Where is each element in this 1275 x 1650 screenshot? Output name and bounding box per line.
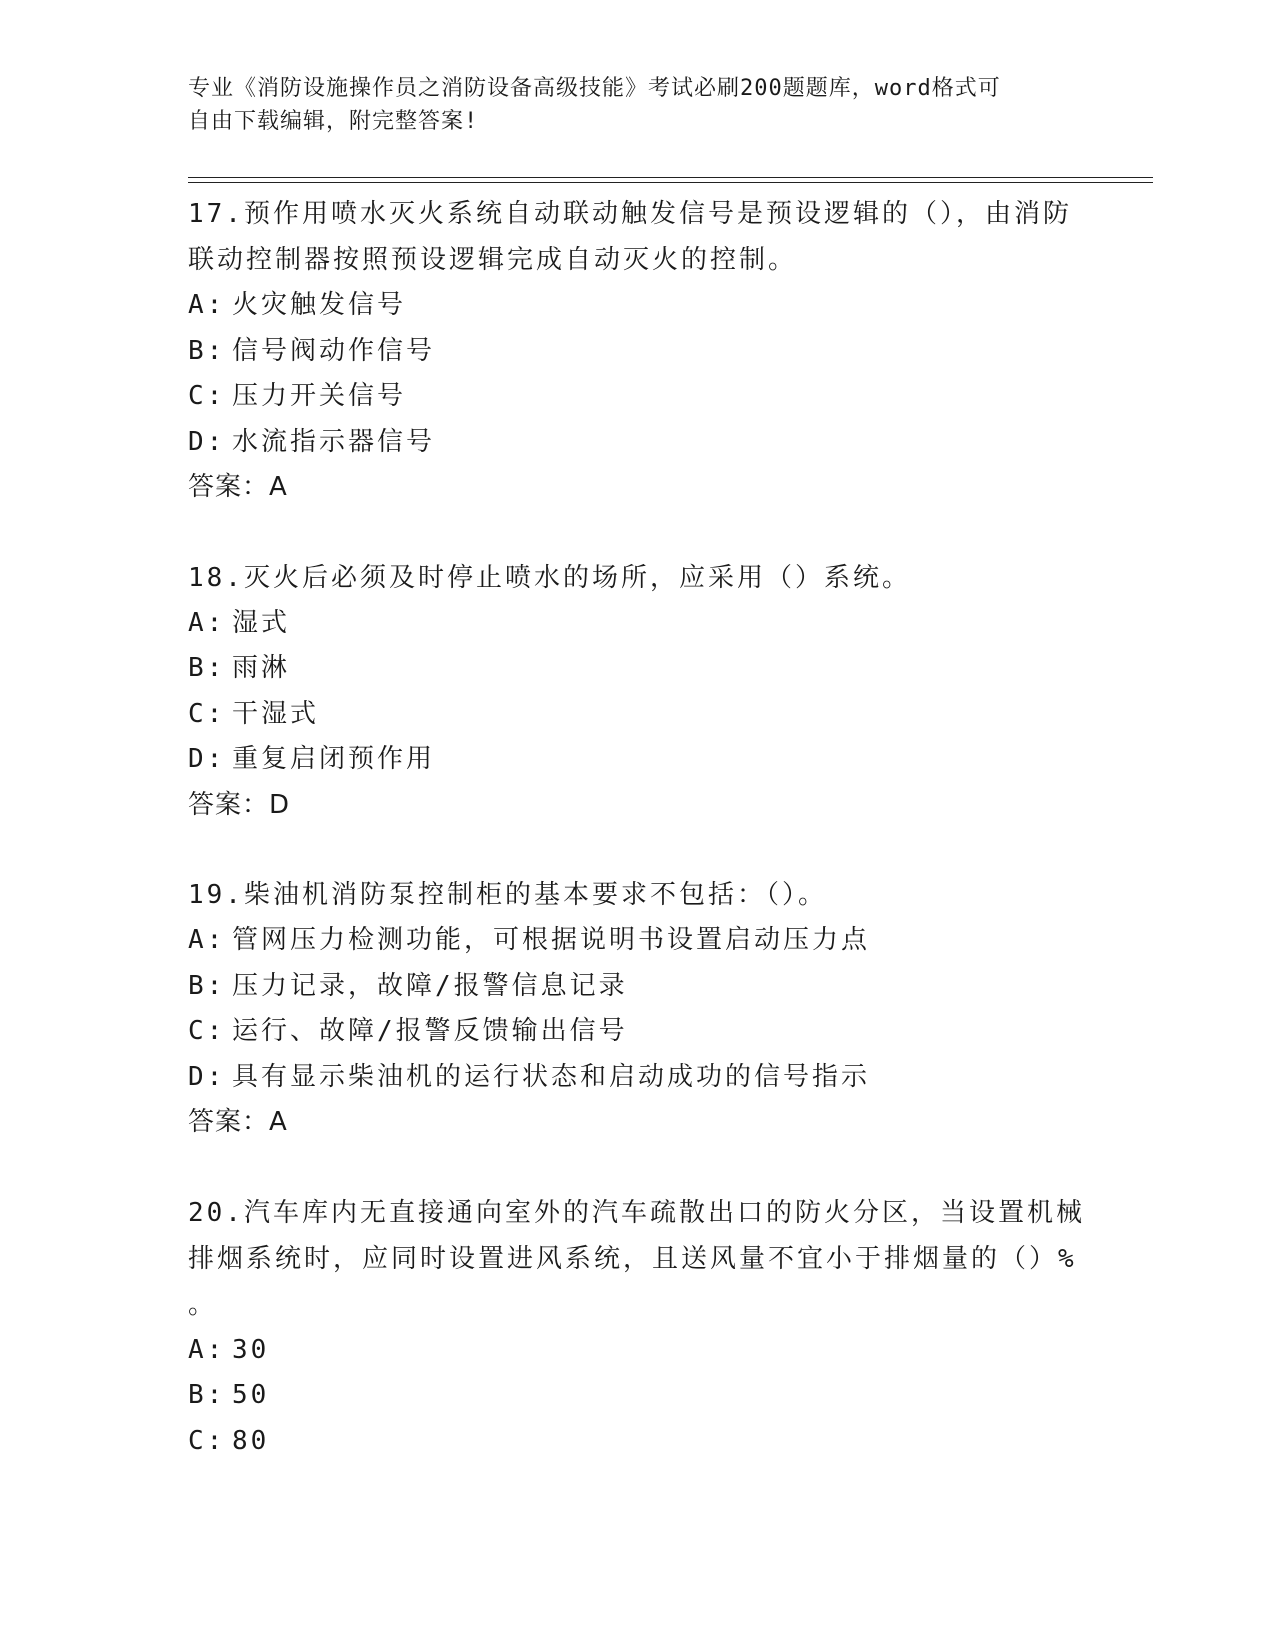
option-key: B: (188, 1380, 226, 1410)
option-key: B: (188, 970, 226, 1001)
option-key: C: (188, 381, 226, 411)
option-text: 30 (232, 1334, 270, 1365)
header-divider-bottom (188, 182, 1153, 183)
answer-line: 答案：D (188, 789, 291, 820)
option-text: 重复启闭预作用 (232, 744, 436, 774)
header-line-2: 自由下载编辑，附完整答案! (188, 109, 479, 134)
option-a (188, 1328, 1088, 1374)
question-stem-line: 18.灭火后必须及时停止喷水的场所，应采用（）系统。 (188, 562, 911, 593)
header-divider-top (188, 177, 1153, 178)
option-a (188, 283, 1088, 329)
question-stem (188, 872, 1088, 918)
option-key: D: (188, 744, 226, 774)
header-line-1: 专业《消防设施操作员之消防设备高级技能》考试必刷200题题库，word格式可 (188, 76, 1001, 101)
question-stem-line: 20.汽车库内无直接通向室外的汽车疏散出口的防火分区，当设置机械 (188, 1197, 1085, 1228)
question-stem-line: 排烟系统时，应同时设置进风系统，且送风量不宜小于排烟量的（）% (188, 1243, 1077, 1274)
option-key: C: (188, 1016, 226, 1046)
question-stem (188, 1190, 1088, 1328)
option-text: 湿式 (232, 607, 291, 638)
option-d (188, 1055, 1088, 1101)
option-text: 信号阀动作信号 (232, 335, 436, 366)
option-key: C: (188, 698, 226, 729)
option-key: A: (188, 290, 226, 320)
option-key: D: (188, 426, 226, 457)
option-key: C: (188, 1425, 226, 1456)
option-b (188, 646, 1088, 692)
option-c (188, 374, 1088, 420)
answer-line: 答案：A (188, 1107, 288, 1137)
question-stem-line: 17.预作用喷水灭火系统自动联动触发信号是预设逻辑的（），由消防 (188, 199, 1072, 229)
option-b (188, 1373, 1088, 1419)
question-19 (188, 872, 1088, 1146)
option-text: 压力开关信号 (232, 381, 407, 411)
option-text: 80 (232, 1425, 270, 1456)
option-key: D: (188, 1061, 226, 1092)
option-c (188, 692, 1088, 738)
document-header (188, 72, 1088, 138)
question-17 (188, 191, 1088, 511)
option-key: A: (188, 1334, 226, 1365)
option-text: 管网压力检测功能，可根据说明书设置启动压力点 (232, 925, 871, 955)
question-18 (188, 555, 1088, 829)
option-d (188, 420, 1088, 466)
option-key: A: (188, 607, 226, 638)
option-text: 50 (232, 1380, 270, 1410)
question-list (188, 191, 1088, 1508)
option-text: 压力记录，故障/报警信息记录 (232, 970, 628, 1001)
option-key: B: (188, 335, 226, 366)
option-text: 具有显示柴油机的运行状态和启动成功的信号指示 (232, 1061, 871, 1092)
option-c (188, 1419, 1088, 1465)
option-text: 火灾触发信号 (232, 290, 407, 320)
option-b (188, 964, 1088, 1010)
option-c (188, 1009, 1088, 1055)
option-a (188, 918, 1088, 964)
option-a (188, 601, 1088, 647)
question-stem (188, 191, 1088, 283)
question-stem-line: 。 (188, 1289, 218, 1320)
option-d (188, 737, 1088, 783)
option-text: 水流指示器信号 (232, 426, 436, 457)
option-text: 雨淋 (232, 653, 291, 683)
option-key: A: (188, 925, 226, 955)
option-text: 干湿式 (232, 698, 320, 729)
answer-line: 答案：A (188, 472, 288, 502)
question-stem (188, 555, 1088, 601)
question-20 (188, 1190, 1088, 1465)
option-b (188, 329, 1088, 375)
option-text: 运行、故障/报警反馈输出信号 (232, 1016, 628, 1046)
option-key: B: (188, 653, 226, 683)
question-stem-line: 19.柴油机消防泵控制柜的基本要求不包括：（）。 (188, 880, 827, 910)
question-stem-line: 联动控制器按照预设逻辑完成自动灭火的控制。 (188, 245, 798, 275)
